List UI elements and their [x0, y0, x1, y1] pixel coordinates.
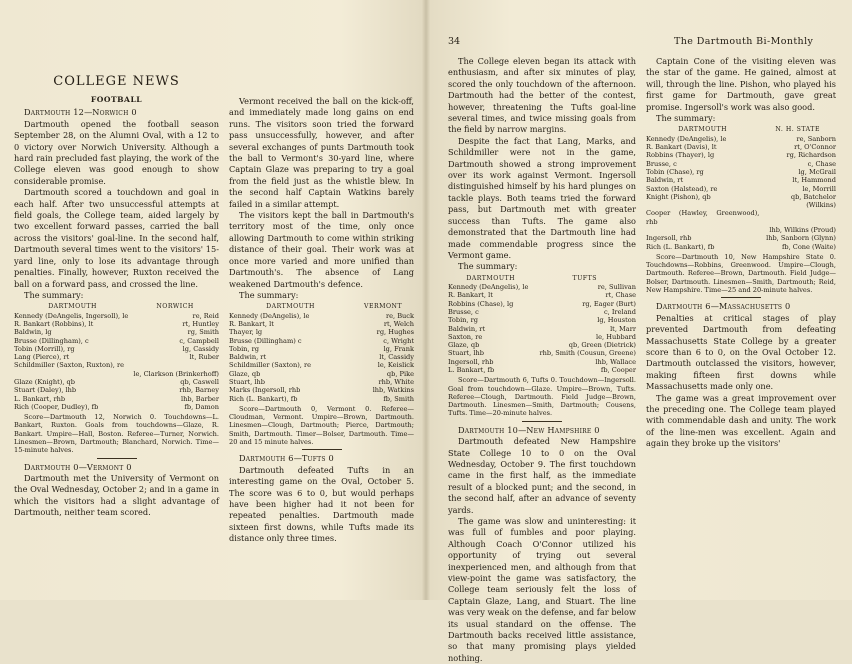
lineup-cell-team-b: rg, Hughes: [376, 328, 414, 337]
lineup-row: [229, 378, 414, 386]
lineup-row: [14, 361, 219, 369]
lineup-row: [646, 143, 836, 151]
article-paragraph: The game was slow and uninteresting: it was full of fumbles and poor playing. Although Coach O'Connor utilized his opportunity of trying out several inexperienced men, and although from that view-point the game was satisfactory, the College team seriously felt the loss of Captain Glaze, Lang, and Stuart. The line was very weak on the defense, and far below its usual standard on the offense. The Dartmouth backs received little assistance, so that many promising plays yielded nothing.: [448, 516, 636, 663]
lineup-cell-team-a: L. Bankart, fb: [448, 365, 495, 374]
lineup-cell-team-b: lhb, Sanborn (Glynn): [766, 234, 836, 243]
lineup-cell-team-b: rhb, Smith (Cousun, Greene): [539, 349, 636, 358]
lineup-table: [448, 275, 636, 375]
lineup-header-team-a: DARTMOUTH: [466, 274, 516, 282]
lineup-row: [646, 176, 836, 184]
article-paragraph: Dartmouth opened the football season September 28, on the Alumni Oval, with a 12 to 0 victory over Norwich University. Although a hard rain precluded fast playing, the work of the College eleven was good enough to show considerable promise.: [14, 118, 219, 186]
score-summary: Score—Dartmouth 6, Tufts 0. Touchdown—Ingersoll. Goal from touchdown—Glaze. Umpire—Brown, Tufts. Referee—Clough, Dartmouth. Field Judge—Brown, Dartmouth. Linesmen—Smith, Dartmouth; Cousens, Tufts. Time—20-minute halves.: [448, 376, 636, 418]
article-paragraph: Vermont received the ball on the kick-off, and immediately made long gains on end runs. The visitors soon tried the forward pass unsuccessfully, however, and after several exchanges of punts Dartmouth took the ball to Vermont's 30-yard line, where Captain Glaze was preparing to try a goal from the field just as the whistle blew. In the second half Captain Watkins barely failed in a similar attempt.: [229, 96, 414, 209]
lineup-cell-team-a: Tobin (Morrill), rg: [14, 344, 75, 353]
game-heading: Dartmouth 10—New Hampshire 0: [458, 424, 600, 435]
lineup-row: [229, 386, 414, 394]
lineup-cell-team-b: rt, O'Connor: [794, 143, 836, 152]
lineup-cell-team-a: Baldwin, rt: [448, 324, 486, 333]
lineup-cell-team-a: [646, 226, 759, 234]
lineup-cell-team-a: Baldwin, lg: [14, 328, 52, 337]
lineup-cell-team-b: c, Ireland: [603, 307, 636, 316]
lineup-cell-team-b: rt, Welch: [383, 319, 414, 328]
lineup-cell-team-a: Kennedy (DeAngelis), le: [229, 311, 310, 320]
lineup-row: [448, 366, 636, 374]
lineup-cell-team-a: Glaze, qb: [448, 341, 480, 350]
lineup-row: [14, 320, 219, 328]
lineup-cell-team-a: Tobin, rg: [448, 316, 478, 325]
lineup-row: [14, 328, 219, 336]
lineup-cell-team-a: Stuart, lhb: [229, 377, 265, 386]
lineup-cell-team-b: re, Sanborn: [796, 134, 836, 143]
lineup-cell-team-a: Brusse, c: [646, 159, 677, 168]
lineup-cell-team-b: lhb, Wallace: [595, 357, 636, 366]
lineup-cell-team-a: Glaze, qb: [229, 369, 261, 378]
summary-label: The summary:: [656, 113, 716, 124]
lineup-cell-team-a: Ingersoll, rhb: [448, 357, 494, 366]
lineup-header-team-b: NORWICH: [156, 303, 194, 311]
lineup-cell-team-a: Stuart (Daley), lhb: [14, 386, 77, 395]
article-paragraph: The visitors kept the ball in Dartmouth's territory most of the time, only once allowing Dartmouth to come within striking distance of their goal. Their work was at once more varied and more unified than Dartmouth's. The absence of Lang weakened Dartmouth's defence.: [229, 210, 414, 289]
lineup-cell-team-b: lt, Cassidy: [379, 353, 414, 362]
lineup-cell-team-b: [131, 361, 219, 369]
lineup-cell-team-b: re, Buck: [385, 311, 414, 320]
lineup-header-team-b: TUFTS: [572, 274, 597, 282]
lineup-cell-team-b: lt, Hammond: [792, 176, 836, 185]
lineup-row: [448, 358, 636, 366]
game-heading: Dartmouth 0—Vermont 0: [24, 461, 132, 472]
lineup-header-team-b: VERMONT: [363, 303, 403, 311]
lineup-row: [14, 395, 219, 403]
lineup-header-team-a: DARTMOUTH: [48, 303, 97, 311]
lineup-cell-team-a: Kennedy (DeAngelis), le: [646, 134, 727, 143]
lineup-cell-team-b: lt, Marr: [610, 324, 636, 333]
lineup-cell-team-a: Saxton (Halstead), re: [646, 184, 718, 193]
lineup-cell-team-b: fb, Damon: [184, 402, 219, 411]
lineup-row: [646, 193, 836, 210]
lineup-row: [229, 320, 414, 328]
lineup-cell-team-b: lhb, Watkins: [372, 386, 414, 395]
lineup-cell-team-b: [759, 209, 836, 226]
lineup-cell-team-a: Rich (L. Bankart), fb: [646, 242, 715, 251]
lineup-row: [229, 312, 414, 320]
lineup-row: [448, 316, 636, 324]
lineup-row: [14, 386, 219, 394]
lineup-cell-team-b: fb, Cone (Waite): [781, 242, 836, 251]
lineup-cell-team-b: fb, Cooper: [600, 365, 636, 374]
lineup-cell-team-a: Schildmiller (Saxton), re: [229, 361, 312, 370]
lineup-cell-team-a: Cooper (Hawley, Greenwood), rhb: [646, 209, 760, 226]
lineup-cell-team-a: R. Bankart, lt: [229, 319, 274, 328]
lineup-row: [14, 312, 219, 320]
lineup-cell-team-b: re, Reid: [192, 311, 219, 320]
article-paragraph: Captain Cone of the visiting eleven was the star of the game. He gained, almost at will, through the line. Pishon, who played his first game for Dartmouth, gave great promise. Ingersoll's work was also good.: [646, 56, 836, 112]
lineup-cell-team-b: qb, Green (Dietrick): [568, 341, 636, 350]
lineup-cell-team-b: c, Wright: [383, 336, 414, 345]
left-column-1: [14, 92, 219, 519]
lineup-cell-team-b: re, Sullivan: [597, 283, 636, 292]
lineup-row: [448, 283, 636, 291]
divider: [721, 297, 761, 298]
lineup-row: [229, 328, 414, 336]
lineup-cell-team-b: qb, Pike: [386, 369, 414, 378]
lineup-cell-team-a: Saxton, re: [448, 332, 483, 341]
left-page: [0, 0, 426, 600]
lineup-cell-team-a: Tobin (Chase), rg: [646, 167, 704, 176]
lineup-cell-team-b: le, Morrill: [802, 184, 836, 193]
lineup-cell-team-b: fb, Smith: [383, 394, 414, 403]
lineup-cell-team-a: Rich (Cooper, Dudley), fb: [14, 402, 99, 411]
lineup-row: [448, 349, 636, 357]
lineup-cell-team-b: lhb, Barber: [181, 394, 219, 403]
score-summary: Score—Dartmouth 12, Norwich 0. Touchdowns—L. Bankart, Ruxton. Goals from touchdowns—Glaze, R. Bankart. Umpire—Hall, Boston. Referee—Turner, Norwich. Linesmen—Brown, Dartmouth; Blanchard, Norwich. Time—15-minute halves.: [14, 413, 219, 455]
lineup-cell-team-a: Kennedy (DeAngelis, Ingersoll), le: [14, 311, 129, 320]
article-paragraph: Penalties at critical stages of play prevented Dartmouth from defeating Massachusetts State College by a greater score than 6 to 0, on the Oval October 12. Dartmouth outclassed the visitors, however, making fifteen first downs while Massachusetts made only one.: [646, 312, 836, 392]
article-paragraph: Dartmouth met the University of Vermont on the Oval Wednesday, October 2; and in a game in which the visitors had a slight advantage of Dartmouth, neither team scored.: [14, 473, 219, 518]
lineup-cell-team-a: Glaze (Knight), qb: [14, 377, 75, 386]
lineup-cell-team-a: Knight (Pishon), qb: [646, 192, 711, 201]
summary-label: The summary:: [458, 261, 518, 272]
lineup-cell-team-a: R. Bankart (Robbins), lt: [14, 319, 94, 328]
subsection-heading: FOOTBALL: [90, 95, 143, 104]
right-page: [426, 0, 852, 663]
lineup-cell-team-b: lt, Ruber: [189, 353, 219, 362]
lineup-cell-team-b: le, Keislick: [377, 361, 414, 370]
lineup-row: [229, 361, 414, 369]
lineup-header-team-b: N. H. STATE: [775, 126, 820, 134]
lineup-row: [646, 226, 836, 234]
article-paragraph: Despite the fact that Lang, Marks, and Schildmiller were not in the game, Dartmouth showed a strong improvement over its work against Vermont. Ingersoll distinguished himself by his hard plunges on tackle plays. Both teams tried the forward pass, but Dartmouth met with greater success than Tufts. The game also demonstrated that the Dartmouth line had made commendable progress since the Vermont game.: [448, 135, 636, 260]
lineup-cell-team-b: lg, Houston: [597, 316, 636, 325]
lineup-cell-team-a: Schildmiller (Saxton, Ruxton), re: [14, 361, 125, 370]
score-summary: Score—Dartmouth 10, New Hampshire State 0. Touchdowns—Robbins, Greenwood. Umpire—Clough, Dartmouth. Referee—Brown, Dartmouth. Field Judge—Bolser, Dartmouth. Linesmen—Smith, Dartmouth; Reid, New Hampshire. Time—25 and 20-minute halves.: [646, 252, 836, 295]
summary-label: The summary:: [239, 289, 299, 300]
lineup-cell-team-a: Brusse (Dillingham) c: [229, 336, 302, 345]
lineup-cell-team-a: Rich (L. Bankart), fb: [229, 394, 298, 403]
lineup-cell-team-b: qb, Batchelor (Wilkins): [790, 192, 836, 210]
article-paragraph: The College eleven began its attack with enthusiasm, and after six minutes of play, scored the only touchdown of the afternoon. Dartmouth had the better of the contest, however, threatening the Tufts goal-line several times, and twice missing goals from the field by narrow margins.: [448, 56, 636, 135]
lineup-cell-team-b: rg, Eager (Burt): [582, 299, 636, 308]
lineup-row: [646, 234, 836, 242]
summary-label: The summary:: [24, 289, 84, 300]
lineup-cell-team-b: lhb, Wilkins (Proud): [769, 226, 836, 234]
lineup-cell-team-a: Stuart, lhb: [448, 349, 484, 358]
lineup-cell-team-a: Brusse (Dillingham), c: [14, 336, 89, 345]
article-paragraph: Dartmouth defeated New Hampshire State College 10 to 0 on the Oval Wednesday, October 9. The first touchdown came in the first half, as the immediate result of a blocked punt; and the second, in the second half, after an advance of seventy yards.: [448, 436, 636, 515]
lineup-row: [448, 291, 636, 299]
lineup-cell-team-a: Tobin, rg: [229, 344, 259, 353]
lineup-cell-team-a: Ingersoll, rhb: [646, 234, 692, 243]
lineup-cell-team-b: le, Hubbard: [596, 332, 636, 341]
lineup-cell-team-b: rg, Richardson: [786, 151, 836, 160]
lineup-cell-team-a: Robbins (Thayer), lg: [646, 151, 715, 160]
divider: [522, 421, 562, 422]
lineup-row: [646, 243, 836, 251]
lineup-row: [229, 395, 414, 403]
game-heading: Dartmouth 12—Norwich 0: [24, 107, 137, 118]
lineup-table: [229, 303, 414, 403]
lineup-row: [14, 337, 219, 345]
divider: [302, 449, 342, 450]
lineup-row: [646, 135, 836, 143]
lineup-row: [448, 325, 636, 333]
lineup-row: [646, 160, 836, 168]
lineup-row: [646, 151, 836, 159]
lineup-row: [229, 370, 414, 378]
lineup-row: [229, 345, 414, 353]
lineup-header-team-a: DARTMOUTH: [678, 126, 728, 134]
game-heading: Dartmouth 6—Massachusetts 0: [656, 301, 791, 312]
lineup-cell-team-b: lg, Cassidy: [182, 344, 219, 353]
lineup-cell-team-a: L. Bankart, rhb: [14, 394, 66, 403]
lineup-cell-team-b: rt, Chase: [605, 291, 636, 300]
divider: [97, 458, 137, 459]
section-title: COLLEGE NEWS: [53, 74, 180, 89]
lineup-cell-team-b: rhb, White: [378, 377, 414, 386]
lineup-cell-team-a: Brusse, c: [448, 307, 479, 316]
lineup-row: [14, 403, 219, 411]
right-column-2: [646, 56, 836, 450]
article-paragraph: Dartmouth scored a touchdown and goal in each half. After two unsuccessful attempts at field goals, the College team, aided largely by two excellent forward passes, carried the ball across the visitors' goal-line. In the second half, Dartmouth several times went to the visitors' 15-yard line, only to lose its advantage through penalties. Finally, however, Ruxton received the ball on a forward pass, and crossed the line.: [14, 187, 219, 289]
lineup-row: [14, 378, 219, 386]
lineup-cell-team-a: R. Bankart (Davis), lt: [646, 143, 717, 152]
lineup-row: [14, 353, 219, 361]
lineup-row: [14, 345, 219, 353]
lineup-row: [448, 341, 636, 349]
lineup-cell-team-b: c, Chase: [807, 159, 836, 168]
lineup-cell-team-a: Baldwin, rt: [229, 353, 267, 362]
lineup-row: [646, 185, 836, 193]
lineup-row: [448, 308, 636, 316]
lineup-cell-team-a: R. Bankart, lt: [448, 291, 493, 300]
score-summary: Score—Dartmouth 0, Vermont 0. Referee—Cloudman, Vermont. Umpire—Brown, Dartmouth. Linesmen—Clough, Dartmouth; Pierce, Dartmouth; Smith, Dartmouth. Timer—Bolser, Dartmouth. Time—20 and 15 minute halves.: [229, 404, 414, 447]
lineup-cell-team-a: Robbins (Chase), lg: [448, 299, 514, 308]
lineup-cell-team-a: [14, 370, 131, 378]
lineup-cell-team-b: rg, Smith: [187, 328, 219, 337]
lineup-cell-team-b: le, Clarkson (Brinkerhoff): [133, 369, 219, 378]
lineup-table: [14, 303, 219, 411]
lineup-header-team-a: DARTMOUTH: [266, 303, 315, 311]
lineup-row: [14, 370, 219, 378]
article-paragraph: The game was a great improvement over the preceding one. The College team played with commendable dash and unity. The work of the line-men was excellent. Again and again they broke up the visitors': [646, 392, 836, 449]
lineup-row: [646, 168, 836, 176]
lineup-row: [229, 337, 414, 345]
lineup-row: [646, 209, 836, 226]
article-paragraph: Dartmouth defeated Tufts in an interesting game on the Oval, October 5. The score was 6 to 0, but would perhaps have been higher had it not been for repeated penalties. Dartmouth made sixteen first downs, while Tufts made its distance only three times.: [229, 464, 414, 544]
lineup-cell-team-b: rhb, Barney: [179, 386, 219, 395]
lineup-row: [448, 300, 636, 308]
lineup-table: [646, 126, 836, 250]
lineup-cell-team-b: c, Campbell: [179, 336, 219, 345]
lineup-cell-team-a: Baldwin, rt: [646, 176, 684, 185]
running-head: The Dartmouth Bi-Monthly: [674, 36, 814, 47]
lineup-cell-team-a: Kennedy (DeAngelis), le: [448, 283, 529, 292]
lineup-cell-team-b: rt, Huntley: [182, 319, 219, 328]
lineup-cell-team-a: Lang (Pierce), rt: [14, 353, 70, 362]
lineup-cell-team-a: Marks (Ingersoll, rhb: [229, 386, 301, 395]
lineup-row: [448, 333, 636, 341]
lineup-cell-team-b: lg, McGrail: [798, 167, 836, 176]
lineup-cell-team-b: qb, Caswell: [180, 377, 219, 386]
right-column-1: [448, 56, 636, 664]
page-number: 34: [448, 36, 461, 47]
left-column-2: [229, 96, 414, 545]
game-heading: Dartmouth 6—Tufts 0: [239, 453, 334, 464]
lineup-cell-team-a: Thayer, lg: [229, 328, 263, 337]
lineup-row: [229, 353, 414, 361]
lineup-cell-team-b: lg, Frank: [383, 344, 414, 353]
